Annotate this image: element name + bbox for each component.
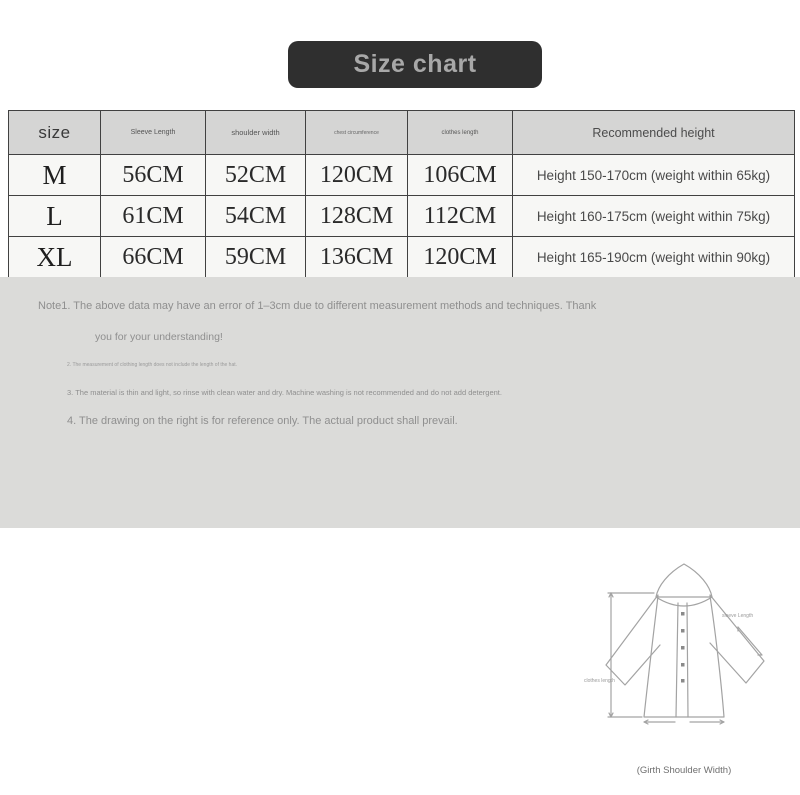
- length-value: 112CM: [408, 196, 513, 237]
- size-value: M: [9, 155, 101, 196]
- note-2: 2. The measurement of clothing length does not include the length of the hat.: [67, 362, 238, 368]
- recommended-value: Height 165-190cm (weight within 90kg): [513, 237, 795, 278]
- size-table-header-row: [9, 111, 795, 155]
- length-value: 106CM: [408, 155, 513, 196]
- raincoat-drawing-svg: [578, 559, 798, 795]
- sleeve-length-label: sleeve Length: [722, 613, 754, 619]
- table-row-xl: [9, 237, 795, 278]
- shoulder-value: 54CM: [206, 196, 306, 237]
- header-recommended-height: Recommended height: [513, 111, 795, 155]
- header-shoulder-width: shoulder width: [206, 111, 306, 155]
- length-value: 120CM: [408, 237, 513, 278]
- size-chart-title: Size chart: [353, 50, 477, 78]
- note-3: 3. The material is thin and light, so rinse with clean water and dry. Machine washing is not recommended and do not add detergent.: [67, 388, 502, 397]
- raincoat-diagram: [578, 559, 798, 795]
- shoulder-value: 59CM: [206, 237, 306, 278]
- recommended-value: Height 150-170cm (weight within 65kg): [513, 155, 795, 196]
- header-sleeve-length: Sleeve Length: [101, 111, 206, 155]
- chest-value: 136CM: [306, 237, 408, 278]
- chest-value: 120CM: [306, 155, 408, 196]
- chest-value: 128CM: [306, 196, 408, 237]
- note-4: 4. The drawing on the right is for reference only. The actual product shall prevail.: [67, 415, 458, 427]
- size-value: L: [9, 196, 101, 237]
- header-chest-circumference: chest circumference: [306, 111, 408, 155]
- table-row-l: [9, 196, 795, 237]
- size-table: [8, 110, 795, 278]
- header-clothes-length: clothes length: [408, 111, 513, 155]
- clothes-length-label: clothes length: [584, 678, 615, 684]
- note-1-line-2: you for your understanding!: [95, 331, 223, 343]
- girth-shoulder-width-label: (Girth Shoulder Width): [636, 765, 732, 776]
- sleeve-value: 61CM: [101, 196, 206, 237]
- notes-panel: [0, 277, 800, 776]
- recommended-value: Height 160-175cm (weight within 75kg): [513, 196, 795, 237]
- table-row-m: [9, 155, 795, 196]
- raincoat-outline: [606, 564, 764, 724]
- sleeve-value: 56CM: [101, 155, 206, 196]
- raincoat-buttons: [681, 612, 685, 683]
- shoulder-value: 52CM: [206, 155, 306, 196]
- sleeve-value: 66CM: [101, 237, 206, 278]
- note-1-line-1: Note1. The above data may have an error of 1–3cm due to different measurement methods and techniques. Thank: [38, 300, 597, 312]
- size-value: XL: [9, 237, 101, 278]
- size-chart-title-badge: [288, 41, 542, 88]
- header-size: size: [9, 111, 101, 155]
